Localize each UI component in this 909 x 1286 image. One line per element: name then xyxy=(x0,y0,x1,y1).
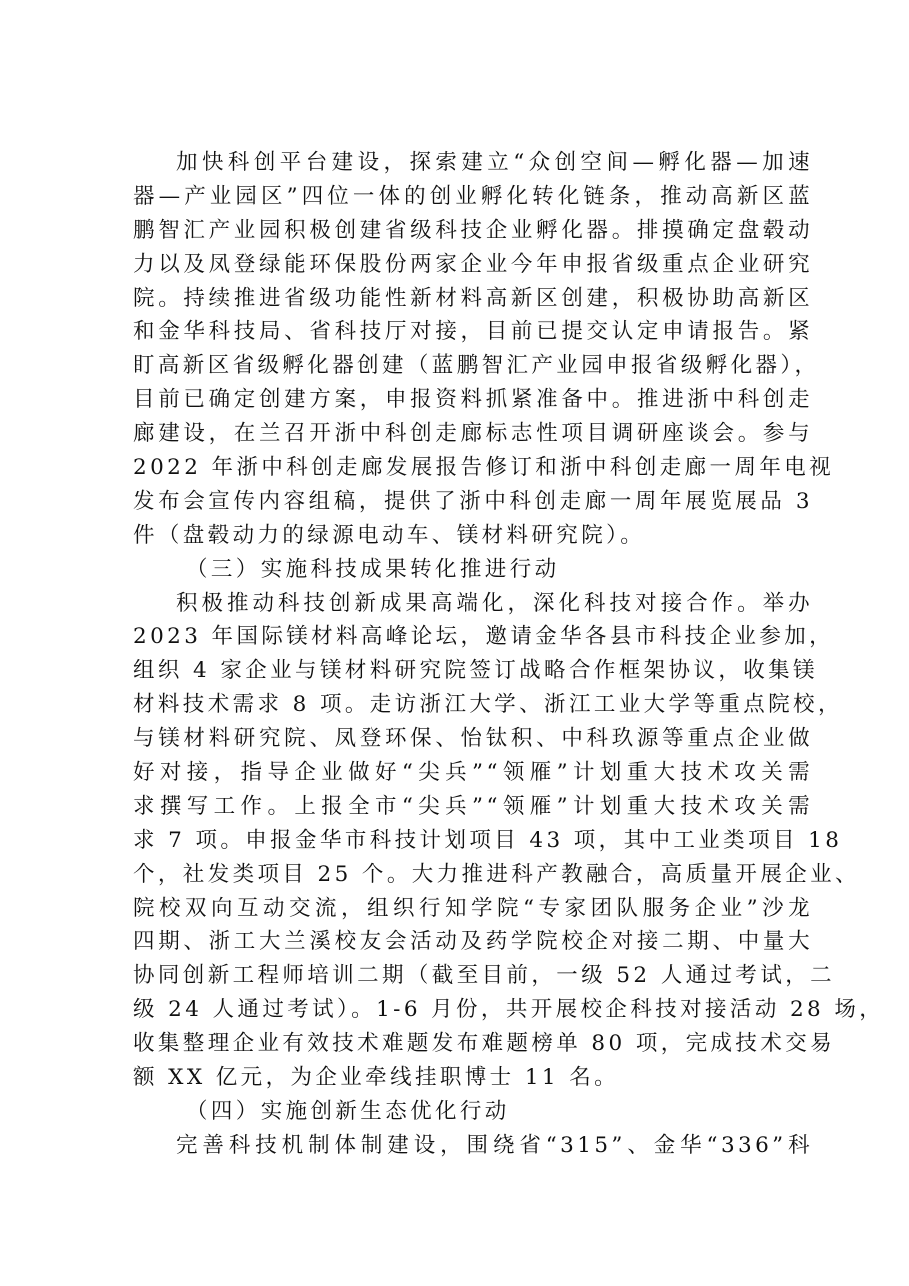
document-body xyxy=(133,146,885,1163)
paragraph-line: 求 7 项。申报金华市科技计划项目 43 项，其中工业类项目 18 xyxy=(133,827,843,853)
paragraph-line: 组织 4 家企业与镁材料研究院签订战略合作框架协议，收集镁 xyxy=(133,658,818,684)
paragraph-line: 2023 年国际镁材料高峰论坛，邀请金华各县市科技企业参加， xyxy=(133,624,835,650)
paragraph-line: 个，社发类项目 25 个。大力推进科产教融合，高质量开展企业、 xyxy=(133,861,860,887)
paragraph-line: 院。持续推进省级功能性新材料高新区创建，积极协助高新区 xyxy=(133,285,813,311)
paragraph-line: 求撰写工作。上报全市“尖兵”“领雁”计划重大技术攻关需 xyxy=(133,793,813,819)
paragraph-line: 加快科创平台建设，探索建立“众创空间—孵化器—加速 xyxy=(176,150,813,175)
paragraph-line: 鹏智汇产业园积极创建省级科技企业孵化器。排摸确定盘毂动 xyxy=(133,217,813,243)
paragraph-line: 院校双向互动交流，组织行知学院“专家团队服务企业”沙龙 xyxy=(133,895,813,921)
paragraph-line: 发布会宣传内容组稿，提供了浙中科创走廊一周年展览展品 3 xyxy=(133,488,813,514)
paragraph-line: 和金华科技局、省科技厅对接，目前已提交认定申请报告。紧 xyxy=(133,319,813,345)
paragraph-line: 完善科技机制体制建设，围绕省“315”、金华“336”科 xyxy=(176,1132,813,1158)
paragraph-line: 2022 年浙中科创走廊发展报告修订和浙中科创走廊一周年电视 xyxy=(133,455,835,481)
paragraph-line: 积极推动科技创新成果高端化，深化科技对接合作。举办 xyxy=(176,590,813,616)
paragraph-line: 盯高新区省级孵化器创建（蓝鹏智汇产业园申报省级孵化器）， xyxy=(133,353,820,379)
paragraph-line: 协同创新工程师培训二期（截至目前，一级 52 人通过考试，二 xyxy=(133,963,836,989)
paragraph-line: 收集整理企业有效技术难题发布难题榜单 80 项，完成技术交易 xyxy=(133,1031,836,1057)
paragraph-line: 目前已确定创建方案，申报资料抓紧准备中。推进浙中科创走 xyxy=(133,387,813,413)
paragraph-line: 级 24 人通过考试）。1-6 月份，共开展校企科技对接活动 28 场， xyxy=(133,997,885,1023)
paragraph-line: 器—产业园区”四位一体的创业孵化转化链条，推动高新区蓝 xyxy=(133,183,813,209)
section-heading: （三）实施科技成果转化推进行动 xyxy=(186,556,560,582)
paragraph-line: 四期、浙工大兰溪校友会活动及药学院校企对接二期、中量大 xyxy=(133,929,813,955)
paragraph-line: 好对接，指导企业做好“尖兵”“领雁”计划重大技术攻关需 xyxy=(133,760,813,786)
paragraph-line: 廊建设，在兰召开浙中科创走廊标志性项目调研座谈会。参与 xyxy=(133,421,813,447)
paragraph-line: 额 XX 亿元，为企业牵线挂职博士 11 名。 xyxy=(133,1065,620,1091)
paragraph-line: 材料技术需求 8 项。走访浙江大学、浙江工业大学等重点院校， xyxy=(133,692,843,718)
paragraph-line: 件（盘毂动力的绿源电动车、镁材料研究院）。 xyxy=(133,522,646,548)
paragraph-line: 与镁材料研究院、凤登环保、怡钛积、中科玖源等重点企业做 xyxy=(133,726,813,752)
section-heading: （四）实施创新生态优化行动 xyxy=(186,1098,510,1124)
paragraph-line: 力以及凤登绿能环保股份两家企业今年申报省级重点企业研究 xyxy=(133,251,813,277)
